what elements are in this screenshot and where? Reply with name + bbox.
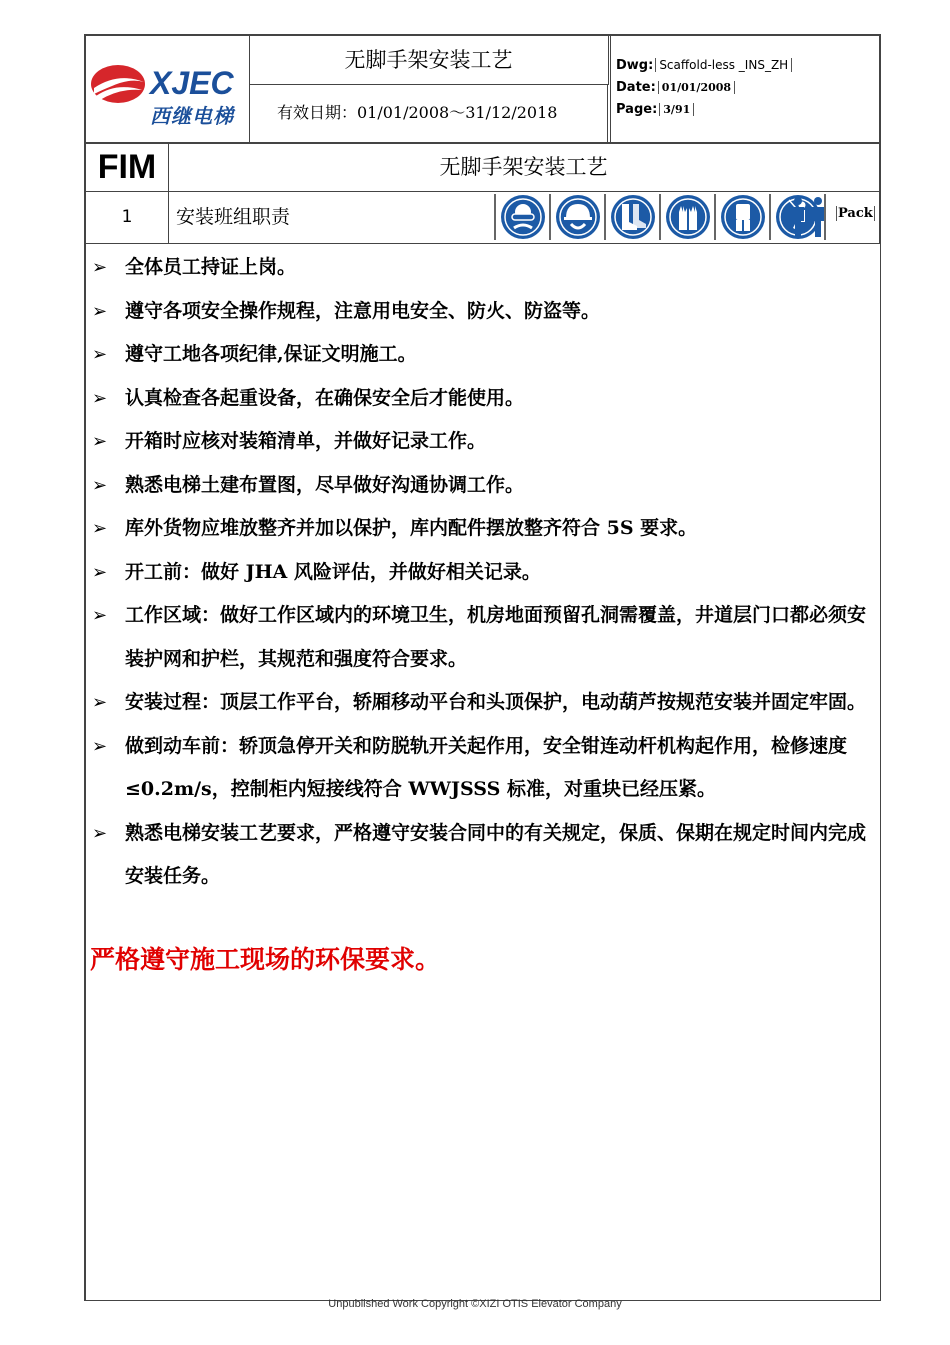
list-item-text: 熟悉电梯土建布置图，尽早做好沟通协调工作。 [125,473,525,496]
pack-label: Pack [838,206,873,221]
safety-glasses-icon [500,194,546,240]
section-row [84,192,881,244]
page-row [616,102,694,117]
section-number: 1 [86,192,169,243]
date-value: 01/01/2008 [658,81,735,94]
section-title: 安装班组职责 [176,206,291,228]
list-item-text: 熟悉电梯安装工艺要求，严格遵守安装合同中的有关规定，保质、保期在规定时间内完成安装任务。 [125,821,867,887]
dwg-row [616,58,792,73]
date-label: Date: [616,80,656,95]
list-item [90,725,880,812]
fim-row [84,144,881,192]
logo-en: XJEC [150,65,234,101]
list-item [90,246,880,290]
list-item-text: 全体员工持证上岗。 [125,256,297,278]
doc-info [610,36,880,142]
list-item [90,551,880,595]
arrow-bullet-icon: ➢ [92,431,108,452]
overalls-icon [720,194,766,240]
list-item [90,420,880,464]
list-item-text: 做到动车前：轿顶急停开关和防脱轨开关起作用，安全钳连动杆机构起作用，检修速度≤0.2m/s，控制柜内短接线符合 WWJSSS 标准，对重块已经压紧。 [125,734,848,800]
arrow-bullet-icon: ➢ [92,735,108,757]
company-logo-icon [90,64,245,104]
list-item-text: 库外货物应堆放整齐并加以保护，库内配件摆放整齐符合 5S 要求。 [125,517,698,539]
icon-divider [549,194,551,240]
header-title: 无脚手架安装工艺 [249,36,609,85]
arrow-bullet-icon: ➢ [92,344,108,365]
dwg-label: Dwg: [616,58,654,73]
list-item [90,290,880,334]
list-item-text: 遵守各项安全操作规程，注意用电安全、防火、防盗等。 [125,299,601,322]
valid-date: 有效日期：01/01/2008～31/12/2018 [249,84,608,142]
arrow-bullet-icon: ➢ [92,387,108,409]
logo-cn: 西继电梯 [150,104,234,128]
arrow-bullet-icon: ➢ [92,257,108,278]
page-label: Page: [616,102,658,117]
arrow-bullet-icon: ➢ [92,692,108,713]
list-item [90,681,880,725]
duty-list [90,246,880,899]
list-item [90,594,880,681]
environment-note: 严格遵守施工现场的环保要求。 [90,945,441,974]
arrow-bullet-icon: ➢ [92,605,108,626]
fim-title: 无脚手架安装工艺 [439,155,608,179]
arrow-bullet-icon: ➢ [92,822,108,844]
copyright-footer: Unpublished Work Copyright ©XIZI OTIS Elevator Company [328,1298,622,1310]
list-item [90,377,880,421]
safety-boots-icon [610,194,656,240]
icon-divider [714,194,716,240]
two-workers-icon [786,195,830,239]
hard-hat-icon [555,194,601,240]
fim-label: FIM [86,144,169,191]
date-row [616,80,735,95]
arrow-bullet-icon: ➢ [92,561,108,583]
page-value: 3/91 [659,103,694,116]
list-item-text: 开工前：做好 JHA 风险评估，并做好相关记录。 [125,560,541,583]
list-item-text: 遵守工地各项纪律,保证文明施工。 [125,343,417,365]
arrow-bullet-icon: ➢ [92,518,108,539]
list-item-text: 认真检查各起重设备，在确保安全后才能使用。 [125,386,525,409]
dwg-value: Scaffold-less _INS_ZH [655,58,792,72]
icon-divider [604,194,606,240]
list-item-text: 开箱时应核对装箱清单，并做好记录工作。 [125,430,487,452]
document-header [84,34,881,144]
logo-cell [86,36,250,142]
list-item-text: 安装过程：顶层工作平台，轿厢移动平台和头顶保护，电动葫芦按规范安装并固定牢固。 [125,691,867,713]
icon-divider [659,194,661,240]
list-item [90,507,880,551]
list-item [90,464,880,508]
arrow-bullet-icon: ➢ [92,474,108,496]
list-item [90,812,880,899]
icon-divider [769,194,771,240]
list-item-text: 工作区域：做好工作区域内的环境卫生，机房地面预留孔洞需覆盖，井道层门口都必须安装护网和护栏，其规范和强度符合要求。 [125,604,867,670]
icon-divider [494,194,496,240]
arrow-bullet-icon: ➢ [92,300,108,322]
list-item [90,333,880,377]
gloves-icon [665,194,711,240]
